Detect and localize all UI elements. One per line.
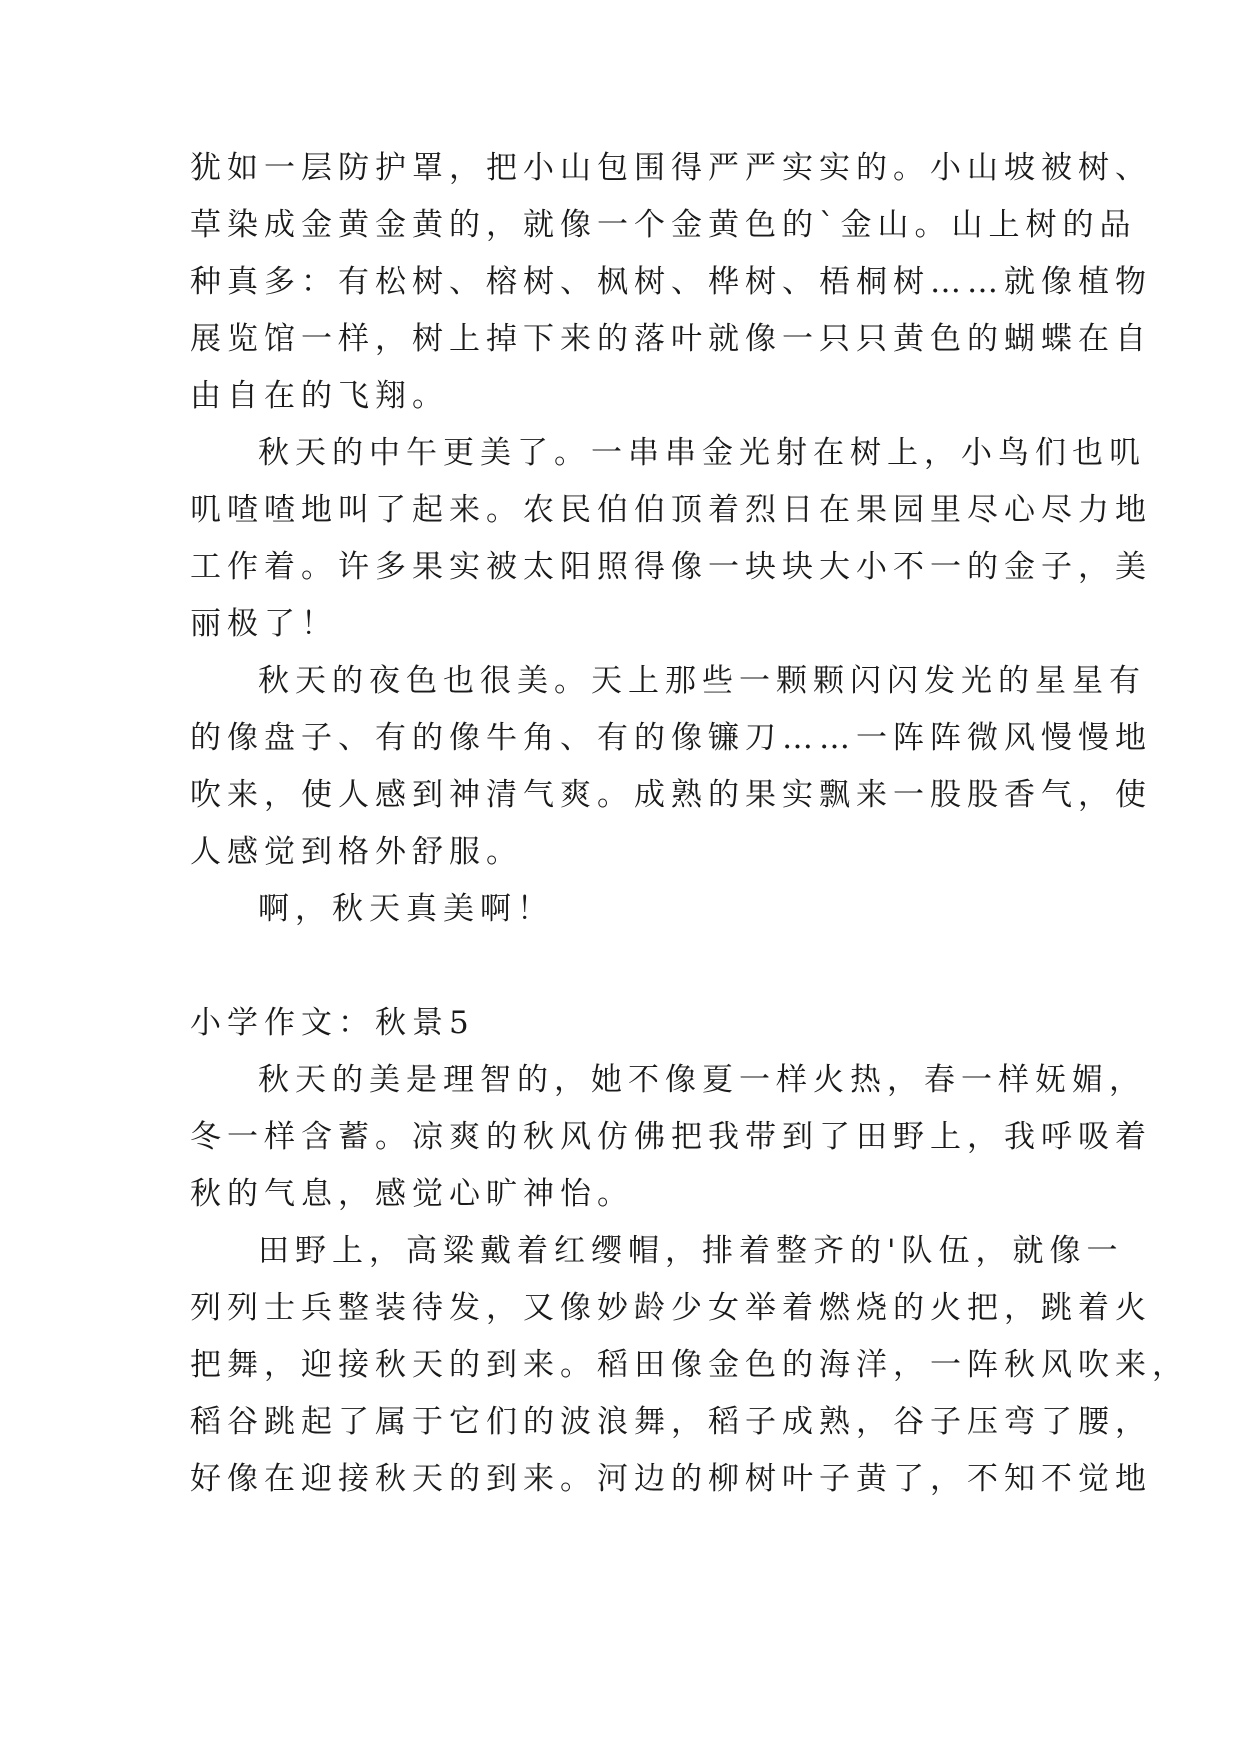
text-line: 啊，秋天真美啊！ xyxy=(258,891,554,927)
text-line: 的像盘子、有的像牛角、有的像镰刀……一阵阵微风慢慢地 xyxy=(190,720,1152,756)
text-line: 人感觉到格外舒服。 xyxy=(190,834,523,870)
text-line: 叽喳喳地叫了起来。农民伯伯顶着烈日在果园里尽心尽力地 xyxy=(190,492,1152,528)
text-line: 秋天的美是理智的，她不像夏一样火热，春一样妩媚， xyxy=(258,1062,1146,1098)
text-line: 由自在的飞翔。 xyxy=(190,378,449,414)
text-line: 把舞，迎接秋天的到来。稻田像金色的海洋，一阵秋风吹来， xyxy=(190,1347,1189,1383)
text-line: 冬一样含蓄。凉爽的秋风仿佛把我带到了田野上，我呼吸着 xyxy=(190,1119,1152,1155)
text-line: 秋天的中午更美了。一串串金光射在树上，小鸟们也叽 xyxy=(258,435,1146,471)
text-line: 种真多：有松树、榕树、枫树、桦树、梧桐树……就像植物 xyxy=(190,264,1152,300)
section-title: 小学作文：秋景5 xyxy=(190,1005,475,1041)
text-line: 工作着。许多果实被太阳照得像一块块大小不一的金子，美 xyxy=(190,549,1152,585)
text-line: 吹来，使人感到神清气爽。成熟的果实飘来一股股香气，使 xyxy=(190,777,1152,813)
text-line: 草染成金黄金黄的，就像一个金黄色的`金山。山上树的品 xyxy=(190,207,1137,243)
text-line: 秋天的夜色也很美。天上那些一颗颗闪闪发光的星星有 xyxy=(258,663,1146,699)
text-line: 好像在迎接秋天的到来。河边的柳树叶子黄了，不知不觉地 xyxy=(190,1461,1152,1497)
text-line: 犹如一层防护罩，把小山包围得严严实实的。小山坡被树、 xyxy=(190,150,1152,186)
text-line: 列列士兵整装待发，又像妙龄少女举着燃烧的火把，跳着火 xyxy=(190,1290,1152,1326)
text-line: 秋的气息，感觉心旷神怡。 xyxy=(190,1176,634,1212)
text-line: 稻谷跳起了属于它们的波浪舞，稻子成熟，谷子压弯了腰， xyxy=(190,1404,1152,1440)
text-line: 田野上，高粱戴着红缨帽，排着整齐的'队伍，就像一 xyxy=(258,1233,1124,1269)
text-line: 丽极了！ xyxy=(190,606,338,642)
text-line: 展览馆一样，树上掉下来的落叶就像一只只黄色的蝴蝶在自 xyxy=(190,321,1152,357)
